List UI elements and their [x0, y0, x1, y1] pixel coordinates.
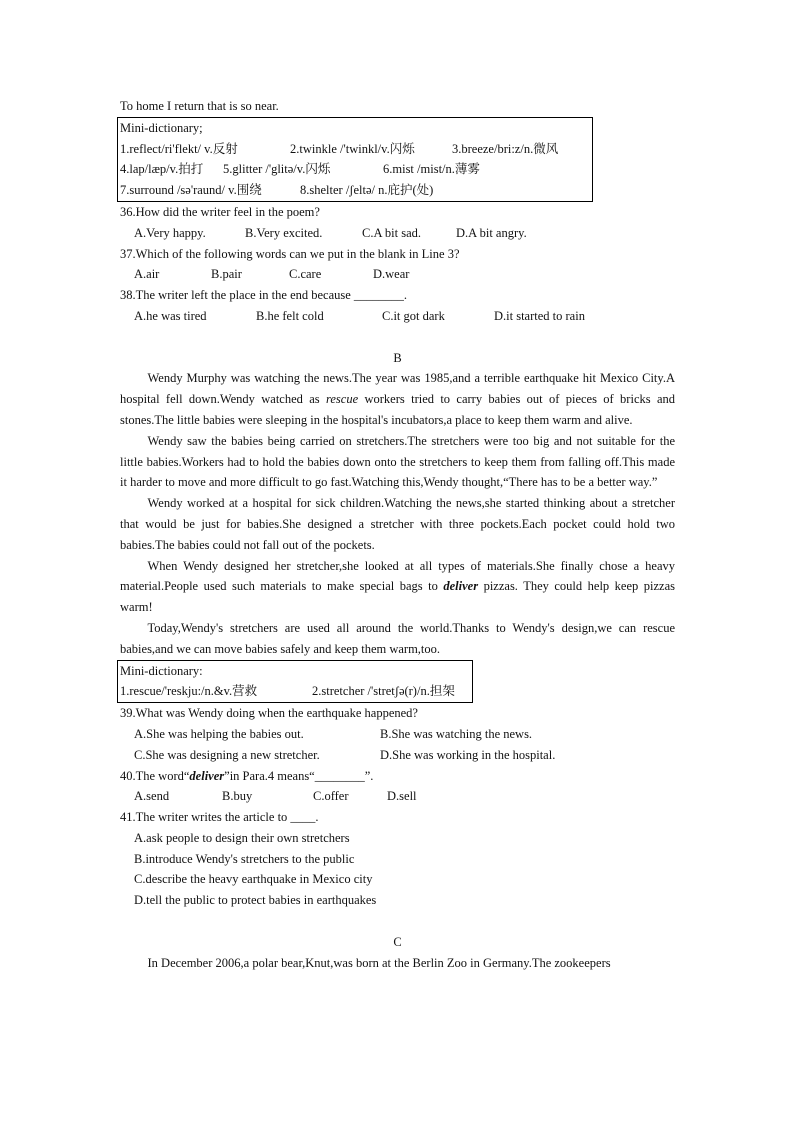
question-36: 36.How did the writer feel in the poem?: [120, 204, 320, 219]
question-37: 37.Which of the following words can we put in the blank in Line 3?: [120, 246, 460, 261]
section-heading-c: C: [393, 934, 402, 949]
dict-title: Mini-dictionary;: [120, 120, 203, 135]
dict-entry: 6.mist /mist/n.薄雾: [383, 162, 480, 177]
text-run: ”in Para.4 means“________”.: [224, 768, 374, 783]
option: C.describe the heavy earthquake in Mexico city: [134, 872, 373, 887]
dict-row: [120, 180, 592, 201]
option: A.he was tired: [134, 308, 207, 323]
mini-dictionary-a: [117, 117, 593, 202]
mini-dictionary-b: [117, 660, 473, 704]
dict-entry: 1.rescue/'reskju:/n.&v.营救: [120, 684, 258, 699]
option: B.She was watching the news.: [380, 726, 533, 741]
emphasis-word: deliver: [443, 579, 479, 594]
passage-b-paragraph-2: Wendy saw the babies being carried on stretchers.The stretchers were too big and not suitable for the little babies.Workers had to hold the babies down onto the stretchers to keep them from falling off.This made it harder to move and more difficult to go fast.Watching this,Wendy thought,“There has to be a better way.”: [120, 433, 675, 490]
options-39: [120, 724, 675, 745]
emphasis-word: rescue: [325, 392, 359, 407]
option: C.A bit sad.: [362, 225, 422, 240]
options-40: [120, 786, 675, 807]
question-41: 41.The writer writes the article to ____.: [120, 810, 319, 825]
options-37: [120, 264, 675, 285]
option: C.care: [289, 267, 322, 282]
option: C.it got dark: [382, 308, 445, 323]
section-heading-b: B: [393, 350, 402, 365]
exam-page: [120, 96, 675, 973]
dict-entry: 5.glitter /'glitə/v.闪烁: [223, 162, 331, 177]
dict-entry: 3.breeze/bri:z/n.微风: [452, 141, 559, 156]
passage-b-paragraph-4: [120, 556, 675, 618]
text-run: When Wendy designed her stretcher,she looked at all types of materials.She finally chose a heavy material.People used such materials to make special bags to: [120, 558, 675, 594]
option: B.introduce Wendy's stretchers to the public: [134, 851, 355, 866]
option: C.offer: [313, 789, 349, 804]
question-39: 39.What was Wendy doing when the earthquake happened?: [120, 706, 418, 721]
option: B.Very excited.: [245, 225, 323, 240]
dict-title: Mini-dictionary:: [120, 663, 203, 678]
dict-row: [120, 159, 592, 180]
option: A.She was helping the babies out.: [134, 726, 304, 741]
passage-b-paragraph-1: [120, 368, 675, 430]
option: C.She was designing a new stretcher.: [134, 747, 320, 762]
text-run: Wendy Murphy was watching the news.The year was 1985,and a terrible earthquake hit Mexico City.A hospital fell down.Wendy watched as: [120, 371, 675, 407]
dict-entry: 8.shelter /ʃeltə/ n.庇护(处): [300, 183, 434, 198]
dict-row: [120, 681, 472, 702]
question-40: [120, 766, 675, 787]
dict-entry: 4.lap/læp/v.拍打: [120, 162, 204, 177]
options-38: [120, 306, 675, 327]
option: A.ask people to design their own stretchers: [134, 830, 350, 845]
options-39: [120, 745, 675, 766]
text-run: workers tried to carry babies out of pieces of bricks and stones.The little babies were sleeping in the hospital's incubators,a place to keep them warm and alive.: [120, 392, 675, 427]
option: A.Very happy.: [134, 225, 206, 240]
option: B.pair: [211, 267, 242, 282]
option: A.send: [134, 789, 170, 804]
dict-row: [120, 139, 592, 160]
passage-b-paragraph-3: Wendy worked at a hospital for sick children.Watching the news,she started thinking about a stretcher that would be just for babies.She designed a stretcher with three pockets.Each pocket could hold two babies.The babies could not fall out of the pockets.: [120, 496, 675, 552]
passage-b-paragraph-5: Today,Wendy's stretchers are used all around the world.Thanks to Wendy's design,we can rescue babies,and we can move babies safely and keep them warm,too.: [120, 620, 675, 656]
poem-last-line: To home I return that is so near.: [120, 99, 279, 113]
dict-entry: 1.reflect/ri'flekt/ v.反射: [120, 141, 238, 156]
question-38: 38.The writer left the place in the end because ________.: [120, 288, 408, 303]
option: A.air: [134, 267, 160, 282]
option: B.buy: [222, 789, 253, 804]
option: D.it started to rain: [494, 308, 585, 323]
option: D.wear: [373, 267, 410, 282]
option: D.sell: [387, 789, 417, 804]
options-36: [120, 223, 675, 244]
dict-entry: 2.stretcher /'stretʃə(r)/n.担架: [312, 684, 455, 699]
option: B.he felt cold: [256, 308, 324, 323]
text-run: pizzas. They could help keep pizzas warm!: [120, 579, 676, 615]
option: D.A bit angry.: [456, 225, 527, 240]
emphasis-word: deliver: [189, 768, 225, 783]
dict-entry: 7.surround /sə'raund/ v.围绕: [120, 183, 262, 198]
text-run: 40.The word“: [120, 768, 190, 783]
option: D.She was working in the hospital.: [380, 747, 556, 762]
option: D.tell the public to protect babies in earthquakes: [134, 893, 377, 908]
dict-entry: 2.twinkle /'twinkl/v.闪烁: [290, 141, 415, 156]
passage-c-paragraph-1: In December 2006,a polar bear,Knut,was born at the Berlin Zoo in Germany.The zookeepers: [147, 955, 611, 970]
